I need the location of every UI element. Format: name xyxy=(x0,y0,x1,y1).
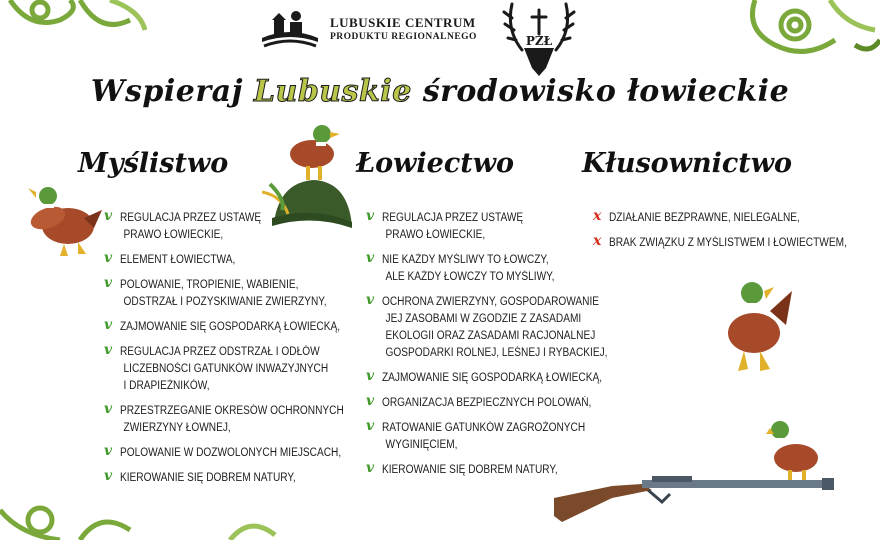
list-item xyxy=(366,294,638,362)
list-item xyxy=(104,445,374,462)
list-item-line: KIEROWANIE SIĘ DOBREM NATURY, xyxy=(382,464,558,476)
list-item-line: BRAK ZWIĄZKU Z MYŚLISTWEM I ŁOWIECTWEM, xyxy=(609,237,847,249)
list-item-line: ZAJMOWANIE SIĘ GOSPODARKĄ ŁOWIECKĄ, xyxy=(382,372,603,384)
list-item-line: PRAWO ŁOWIECKIE, xyxy=(385,229,486,241)
list-item xyxy=(104,277,374,311)
check-mark-icon: v xyxy=(104,401,113,417)
lcpr-logo xyxy=(260,8,477,52)
duck-icon xyxy=(712,275,796,375)
list-item-line: OCHRONA ZWIERZYNY, GOSPODAROWANIE xyxy=(382,296,600,308)
list-item-line: GOSPODARKI ROLNEJ, LEŚNEJ I RYBACKIEJ, xyxy=(385,347,608,359)
rifle-icon xyxy=(552,468,836,528)
cross-mark-icon: x xyxy=(593,233,602,249)
cross-mark-icon: x xyxy=(593,208,602,224)
check-mark-icon: v xyxy=(104,250,113,266)
swirl-ornament-bottom-left xyxy=(0,490,280,540)
check-mark-icon: v xyxy=(366,460,375,476)
title-part1: Wspieraj xyxy=(90,74,254,109)
list-item xyxy=(366,395,638,412)
list-item-line: ZAJMOWANIE SIĘ GOSPODARKĄ ŁOWIECKĄ, xyxy=(120,321,341,333)
column-title-mysliwstwo: Myślistwo xyxy=(78,148,229,179)
hunter-hat-icon xyxy=(262,122,354,238)
list-item-line: ZWIERZYNY ŁOWNEJ, xyxy=(123,422,231,434)
check-mark-icon: v xyxy=(366,292,375,308)
check-mark-icon: v xyxy=(104,208,113,224)
list-item-line: ALE KAŻDY ŁOWCZY TO MYŚLIWY, xyxy=(385,271,555,283)
list-item-line: ODSTRZAŁ I POZYSKIWANIE ZWIERZYNY, xyxy=(123,296,327,308)
list-item-line: ORGANIZACJA BEZPIECZNYCH POLOWAŃ, xyxy=(382,397,592,409)
pzl-emblem xyxy=(502,0,576,83)
list-item-line: REGULACJA PRZEZ USTAWĘ xyxy=(120,212,262,224)
list-item xyxy=(104,403,374,437)
list-item-line: KIEROWANIE SIĘ DOBREM NATURY, xyxy=(120,472,296,484)
pzl-emblem-icon xyxy=(502,0,576,78)
list-item-line: DZIAŁANIE BEZPRAWNE, NIELEGALNE, xyxy=(609,212,800,224)
check-mark-icon: v xyxy=(104,443,113,459)
logo-title: LUBUSKIE CENTRUM xyxy=(330,15,476,30)
list-item xyxy=(366,420,638,454)
check-mark-icon: v xyxy=(104,468,113,484)
farm-logo-icon xyxy=(260,8,320,52)
check-mark-icon: v xyxy=(366,418,375,434)
list-item-line: WYGINIĘCIEM, xyxy=(385,439,458,451)
list-item-line: REGULACJA PRZEZ USTAWĘ xyxy=(382,212,524,224)
column-title-lowiectwo: Łowiectwo xyxy=(356,148,515,179)
pzl-emblem-label: PZŁ xyxy=(525,34,553,48)
list-item-line: REGULACJA PRZEZ ODSTRZAŁ I ODŁÓW xyxy=(120,346,320,358)
swirl-ornament-top-left xyxy=(0,0,150,45)
list-item-line: PRZESTRZEGANIE OKRESÓW OCHRONNYCH xyxy=(120,405,344,417)
list-item xyxy=(593,210,879,227)
check-mark-icon: v xyxy=(366,208,375,224)
list-item-line: PRAWO ŁOWIECKIE, xyxy=(123,229,224,241)
list-item-line: JEJ ZASOBAMI W ZGODZIE Z ZASADAMI xyxy=(385,313,582,325)
title-part2: środowisko łowieckie xyxy=(411,74,790,109)
check-mark-icon: v xyxy=(104,275,113,291)
list-item-line: ELEMENT ŁOWIECTWA, xyxy=(120,254,236,266)
column-title-klusownictwo: Kłusownictwo xyxy=(582,148,792,179)
list-item xyxy=(104,252,374,269)
list-item xyxy=(366,370,638,387)
list-item xyxy=(104,344,374,395)
list-item-line: POLOWANIE W DOZWOLONYCH MIEJSCACH, xyxy=(120,447,342,459)
check-mark-icon: v xyxy=(366,368,375,384)
list-item xyxy=(104,470,374,487)
check-mark-icon: v xyxy=(104,317,113,333)
column-mysliwstwo-list xyxy=(104,210,374,495)
swirl-ornament-top-right xyxy=(735,0,880,65)
logo-subtitle: PRODUKTU REGIONALNEGO xyxy=(330,32,477,42)
list-item-line: RATOWANIE GATUNKÓW ZAGROŻONYCH xyxy=(382,422,586,434)
list-item xyxy=(104,319,374,336)
check-mark-icon: v xyxy=(104,342,113,358)
list-item-line: I DRAPIEŻNIKÓW, xyxy=(123,380,210,392)
list-item-line: LICZEBNOŚCI GATUNKÓW INWAZYJNYCH xyxy=(123,363,329,375)
list-item-line: NIE KAŻDY MYŚLIWY TO ŁOWCZY, xyxy=(382,254,549,266)
duck-icon xyxy=(24,182,104,260)
list-item xyxy=(593,235,879,252)
check-mark-icon: v xyxy=(366,393,375,409)
title-highlight: Lubuskie xyxy=(253,74,412,109)
check-mark-icon: v xyxy=(366,250,375,266)
main-title xyxy=(0,74,880,109)
column-klusownictwo-list xyxy=(593,210,879,260)
list-item-line: POLOWANIE, TROPIENIE, WABIENIE, xyxy=(120,279,299,291)
list-item-line: EKOLOGII ORAZ ZASADAMI RACJONALNEJ xyxy=(385,330,596,342)
